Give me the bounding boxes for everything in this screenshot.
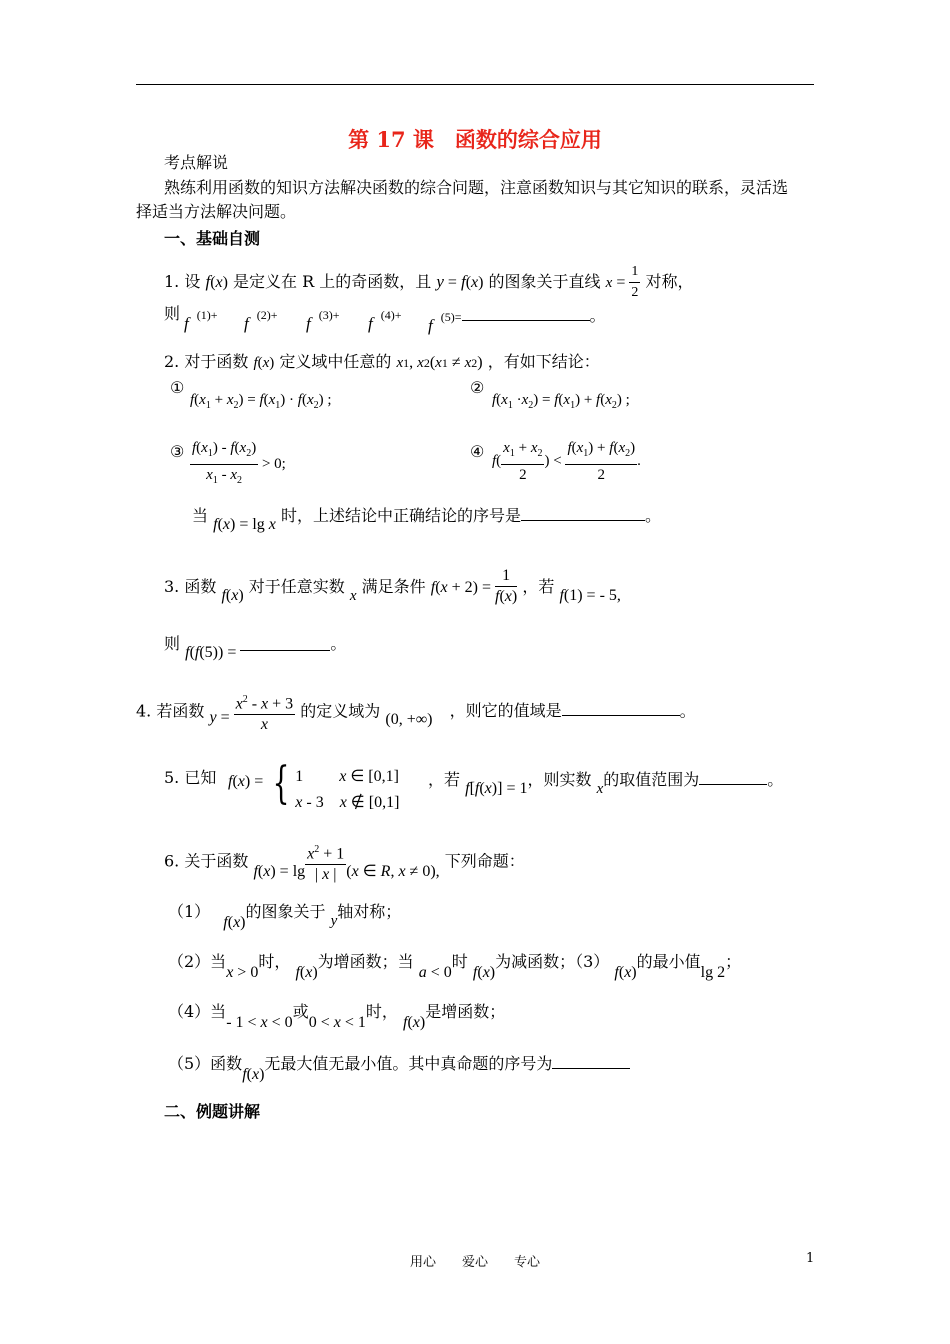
q3-text-1: 对于任意实数	[248, 577, 345, 597]
q2-text-2: ，有如下结论：	[487, 352, 600, 371]
header-rule	[136, 84, 814, 85]
section-heading-2: 二、例题讲解	[164, 1102, 261, 1121]
q5-text-1: ，若	[428, 770, 461, 789]
q3-text-3: ，若	[522, 577, 555, 597]
q1-text-2: 的图象关于直线	[488, 272, 601, 291]
q2-conclusion-2: $f(x_1 \cdot x_2) = f(x_1) + f(x_2)$ ;	[492, 392, 630, 411]
q5-text-3: 的取值范围为	[603, 770, 700, 789]
q6-proposition-2-3: （2）当x > 0时， f(x)为增函数；当 a < 0时 f(x)为减函数；（3） f(x)的最小值lg 2；	[168, 952, 742, 981]
answer-blank[interactable]	[552, 1052, 630, 1069]
q5-text-2: ，则实数	[527, 770, 592, 789]
footer-motto: 用心 爱心 专心	[409, 1255, 540, 1270]
q1-label: 1. 设	[164, 272, 201, 291]
q2-fraction-3: $\frac{f(x_1) - f(x_2)}{x_1 - x_2}$	[192, 440, 257, 486]
q4-label: 4. 若函数	[136, 701, 205, 721]
math-y-eq-fx: y	[436, 272, 444, 291]
page-number: 1	[806, 1251, 815, 1266]
question-3: 3. 函数 f(x) 对于任意实数 x 满足条件 f(x + 2) = $\frac{1}{f(x)}$ ，若 f(1) = - 5,	[164, 567, 621, 605]
q2-conclusion-2-mark: ②	[470, 378, 485, 397]
question-3-line-2: 则 f(f(5)) = 。	[164, 634, 347, 661]
q4-text-1: 的定义域为	[300, 701, 381, 721]
q2-conclusion-4: f( $\frac{x_1 + x_2}{2}$ ) < $\frac{f(x_1) + f(x_2)}{2}$ .	[492, 440, 641, 483]
q2-conclusion-1-mark: ①	[170, 378, 185, 397]
math-paren-x: (x)	[210, 274, 228, 291]
q2-final-line: 当 f(x) = lg x 时，上述结论中正确结论的序号是 。	[192, 506, 662, 533]
q6-proposition-1: （1） f(x)的图象关于 y轴对称；	[168, 902, 402, 931]
q3-text-2: 满足条件	[361, 577, 426, 597]
q1-sum-term-2: f (2)+	[244, 308, 278, 333]
intro-line-1: 熟练利用函数的知识方法解决函数的综合问题，注意函数知识与其它知识的联系，灵活选	[164, 178, 789, 197]
section-heading-1: 一、基础自测	[164, 229, 261, 248]
math-fx: f	[205, 272, 211, 291]
question-5-rest: ，若 f[f(x)] = 1，则实数 x的取值范围为 。	[428, 770, 784, 797]
answer-blank[interactable]	[240, 634, 330, 651]
q4-text-2: ，则它的值域是	[449, 701, 562, 721]
q2-text-1: 定义域中任意的	[279, 352, 392, 371]
q1-sum-term-4: f (4)+	[368, 308, 402, 333]
q1-text-1: 是定义在 R 上的奇函数，且	[233, 272, 432, 291]
answer-blank[interactable]	[462, 304, 590, 321]
intro-line-2: 择适当方法解决问题。	[136, 202, 297, 221]
q2-label: 2. 对于函数	[164, 352, 249, 371]
question-2: 2. 对于函数 f(x) 定义域中任意的 x1, x2(x1 ≠ x2) ，有如下结论：	[164, 352, 600, 371]
q1-sum-term-5: f (5)= 。	[428, 306, 606, 335]
math-x-eq-half: x	[605, 275, 613, 291]
q6-label: 6. 关于函数	[164, 851, 249, 871]
question-1: 1. 设 f(x) 是定义在 R 上的奇函数，且 y = f(x) 的图象关于直线 x = $\frac{1}{2}$ 对称，	[164, 262, 693, 303]
q3-label: 3. 函数	[164, 577, 217, 597]
fraction-one-half: $\frac{1}{2}$	[631, 264, 639, 300]
question-4: 4. 若函数 y = $\frac{x^2 - x + 3}{x}$ 的定义域为 (0, +∞) ，则它的值域是 。	[136, 690, 696, 735]
answer-blank[interactable]	[562, 699, 680, 716]
q6-text-1: 下列命题：	[444, 851, 525, 871]
q1-text-3: 对称，	[645, 272, 694, 291]
q5-label: 5. 已知	[164, 768, 217, 787]
q1-text-4: 则	[164, 304, 181, 323]
q5-piecewise: f(x) = { 1 x ∈ [0,1] x - 3 x ∉ [0,1]	[228, 758, 400, 812]
question-1-line-2	[164, 304, 180, 324]
q2-conclusion-1: $f(x_1 + x_2) = f(x_1) \cdot f(x_2)$ ;	[190, 392, 332, 411]
q2-conclusion-4-mark: ④	[470, 442, 485, 461]
q2-when: 当	[192, 506, 209, 525]
q2-conclusion-3-mark: ③	[170, 442, 185, 461]
question-6: 6. 关于函数 f(x) = lg $\frac{x^2 + 1}{| x |}$ (x ∈ R, x ≠ 0), 下列命题：	[164, 840, 525, 885]
q2-text-3: 时，上述结论中正确结论的序号是	[281, 506, 522, 525]
q6-proposition-4: （4）当- 1 < x < 0或0 < x < 1时， f(x)是增函数；	[168, 1002, 506, 1031]
answer-blank[interactable]	[521, 504, 645, 521]
q1-sum-term-1: f (1)+	[184, 308, 218, 333]
page-title: 第 17 课 函数的综合应用	[348, 127, 602, 152]
q1-sum-term-3: f (3)+	[306, 308, 340, 333]
q6-proposition-5: （5）函数f(x)无最大值无最小值。其中真命题的序号为	[168, 1052, 630, 1075]
intro-heading: 考点解说	[164, 153, 229, 172]
question-5	[164, 768, 216, 788]
q3-text-4: 则	[164, 634, 181, 653]
q2-conclusion-3: $\frac{f(x_1) - f(x_2)}{x_1 - x_2}$ > 0;	[190, 438, 286, 491]
answer-blank[interactable]	[699, 768, 767, 785]
